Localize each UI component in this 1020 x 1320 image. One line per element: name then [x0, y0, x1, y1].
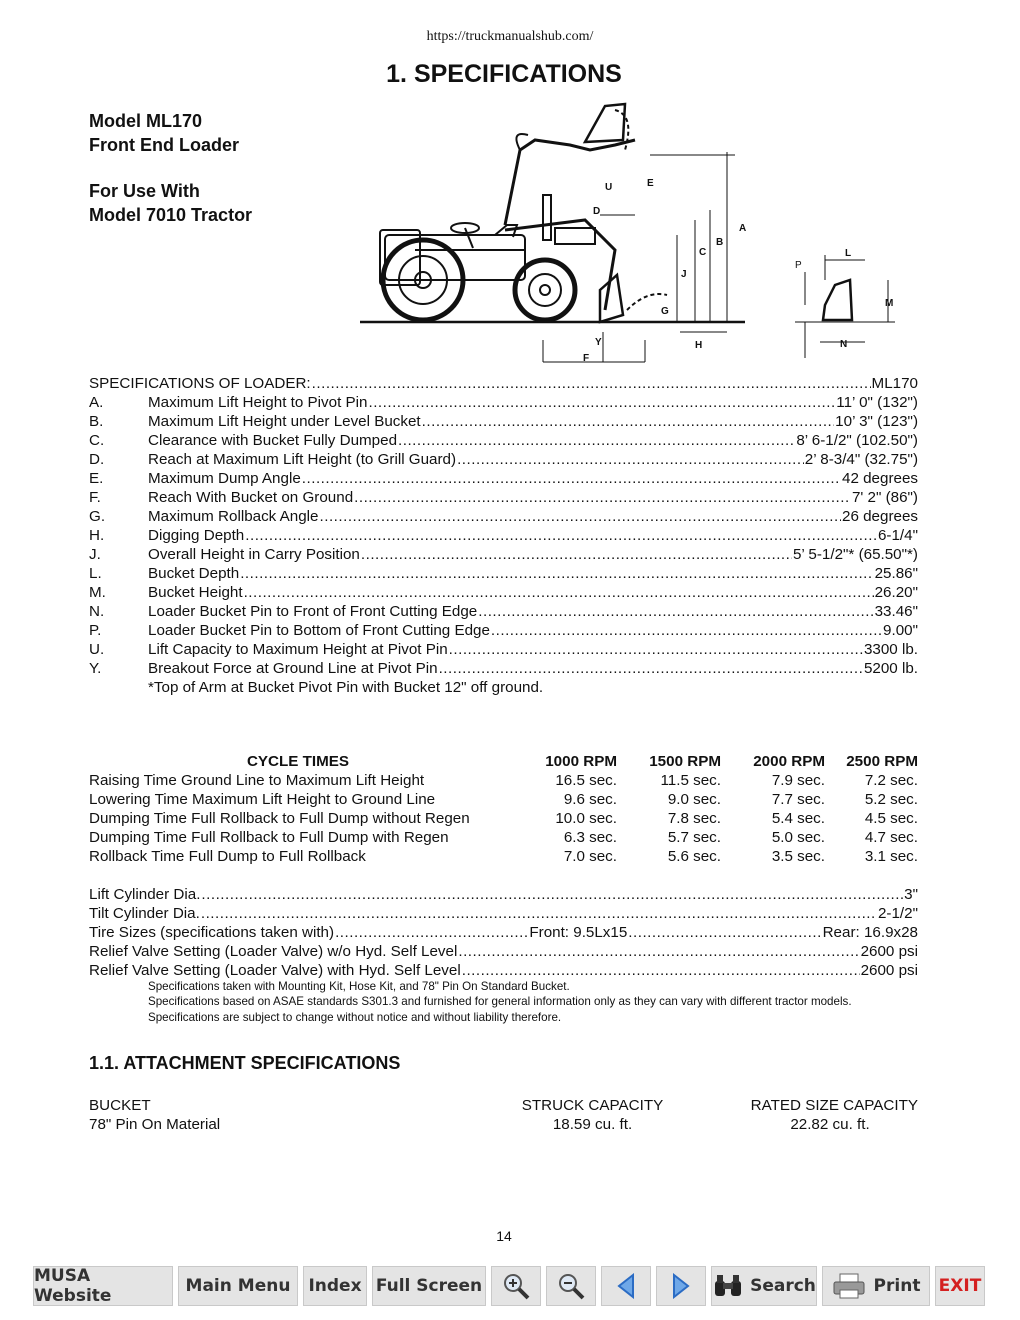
spec-label: Maximum Lift Height to Pivot Pin: [148, 394, 368, 411]
cycle-row: [89, 828, 918, 847]
spec-value: 26 degrees: [842, 508, 918, 525]
spec-value: 5’ 5-1/2"* (65.50"*): [792, 546, 918, 563]
spec-row: [89, 659, 918, 678]
spec-footnote: *Top of Arm at Bucket Pivot Pin with Bucket 12" off ground.: [148, 679, 544, 696]
cycle-value: 16.5 sec.: [555, 772, 617, 789]
spec-row: [89, 621, 918, 640]
spec-row: [89, 450, 918, 469]
dim-label: B: [716, 237, 724, 248]
main-menu-button[interactable]: Main Menu: [178, 1266, 298, 1306]
rated-capacity: 22.82 cu. ft.: [790, 1116, 870, 1133]
spec-row: [89, 526, 918, 545]
spec-row: [89, 412, 918, 431]
zoom-in-icon: [501, 1271, 531, 1301]
tire-front: Front: 9.5Lx15: [529, 924, 628, 941]
spec-label: Loader Bucket Pin to Bottom of Front Cutting Edge: [148, 622, 490, 639]
spec-label: Overall Height in Carry Position: [148, 546, 360, 563]
cycle-value: 5.6 sec.: [667, 848, 721, 865]
dim-label: E: [647, 178, 654, 189]
spec-row: [89, 545, 918, 564]
spec-letter: L.: [89, 565, 102, 582]
cycle-value: 4.5 sec.: [864, 810, 918, 827]
spec-label: Digging Depth: [148, 527, 245, 544]
rpm-header: 1000 RPM: [545, 753, 617, 770]
relief-valve-row: [89, 961, 918, 980]
dim-label: H: [695, 340, 703, 351]
spec-row: [89, 583, 918, 602]
spec-value: 11’ 0" (132"): [836, 394, 918, 411]
spec-value: 10’ 3" (123"): [835, 413, 918, 430]
spec-value: 8’ 6-1/2" (102.50"): [796, 432, 918, 449]
relief-valve-label: Relief Valve Setting (Loader Valve) w/o Hyd. Self Level: [89, 943, 458, 960]
attachment-item: 78" Pin On Material: [89, 1116, 221, 1133]
spec-table: [89, 374, 918, 697]
binoculars-icon: [712, 1273, 744, 1299]
lift-cylinder-label: Lift Cylinder Dia.: [89, 886, 201, 903]
attachment-table: [89, 1096, 918, 1134]
navigation-toolbar: [33, 1266, 985, 1308]
spec-letter: U.: [89, 641, 105, 658]
spec-label: Maximum Rollback Angle: [148, 508, 319, 525]
attachment-col-header: BUCKET: [89, 1097, 151, 1114]
cycle-value: 7.8 sec.: [667, 810, 721, 827]
relief-valve-value: 2600 psi: [860, 943, 918, 960]
spec-row: [89, 640, 918, 659]
spec-letter: F.: [89, 489, 101, 506]
cycle-value: 5.7 sec.: [667, 829, 721, 846]
attachment-header-row: [89, 1096, 918, 1115]
relief-valve-value: 2600 psi: [860, 962, 918, 979]
spec-letter: H.: [89, 527, 105, 544]
model-line: Model ML170: [89, 111, 203, 131]
lift-cylinder-row: [89, 885, 918, 904]
cylinder-specs: [89, 885, 918, 980]
tilt-cylinder-label: Tilt Cylinder Dia.: [89, 905, 200, 922]
cycle-label: Rollback Time Full Dump to Full Rollback: [89, 848, 366, 865]
cycle-value: 9.0 sec.: [667, 791, 721, 808]
spec-row: [89, 393, 918, 412]
attachment-col-header: RATED SIZE CAPACITY: [750, 1097, 918, 1114]
spec-note: Specifications based on ASAE standards S301.3 and furnished for general information only as they can vary with different tractor models. Specifications are subject to change without notice and without liability therefore.: [148, 995, 852, 1024]
rpm-header: 2500 RPM: [846, 753, 918, 770]
cycle-times-table: [89, 752, 918, 866]
cycle-heading: CYCLE TIMES: [246, 753, 350, 770]
spec-label: Maximum Dump Angle: [148, 470, 301, 487]
attachment-row: [89, 1115, 918, 1134]
cycle-label: Lowering Time Maximum Lift Height to Ground Line: [89, 791, 436, 808]
cycle-value: 5.4 sec.: [771, 810, 825, 827]
zoom-out-button[interactable]: [546, 1266, 596, 1306]
dim-label: J: [681, 269, 687, 280]
rpm-header: 2000 RPM: [753, 753, 825, 770]
spec-value: 2’ 8-3/4" (32.75"): [804, 451, 918, 468]
dim-label: N: [840, 339, 848, 350]
spec-row: [89, 488, 918, 507]
tire-rear: Rear: 16.9x28: [822, 924, 918, 941]
spec-label: Maximum Lift Height under Level Bucket: [148, 413, 421, 430]
dim-label: D: [593, 206, 601, 217]
spec-value: 26.20": [874, 584, 918, 601]
spec-letter: P.: [89, 622, 102, 639]
spec-value: 9.00": [883, 622, 918, 639]
full-screen-button[interactable]: Full Screen: [372, 1266, 486, 1306]
next-page-button[interactable]: [656, 1266, 706, 1306]
search-label: Search: [750, 1276, 816, 1296]
musa-website-button[interactable]: MUSA Website: [33, 1266, 173, 1306]
dim-label: F: [583, 353, 590, 364]
cycle-value: 5.0 sec.: [771, 829, 825, 846]
spec-value: 42 degrees: [842, 470, 918, 487]
spec-letter: C.: [89, 432, 105, 449]
cycle-value: 5.2 sec.: [864, 791, 918, 808]
source-url: https://truckmanualshub.com/: [426, 29, 594, 44]
spec-label: Breakout Force at Ground Line at Pivot Pin: [148, 660, 438, 677]
spec-letter: Y.: [89, 660, 102, 677]
spec-row: [89, 507, 918, 526]
cycle-value: 3.1 sec.: [864, 848, 918, 865]
spec-label: Bucket Height: [148, 584, 243, 601]
zoom-out-icon: [556, 1271, 586, 1301]
dim-label: P: [795, 260, 802, 271]
cycle-header-row: [89, 752, 918, 771]
index-button[interactable]: Index: [303, 1266, 367, 1306]
spec-label: Loader Bucket Pin to Front of Front Cutting Edge: [148, 603, 478, 620]
spec-label: Lift Capacity to Maximum Height at Pivot Pin: [148, 641, 448, 658]
spec-letter: B.: [89, 413, 104, 430]
model-block: [89, 110, 252, 227]
spec-label: Reach With Bucket on Ground: [148, 489, 354, 506]
printer-icon: [832, 1272, 866, 1300]
relief-valve-row: [89, 942, 918, 961]
cycle-value: 7.0 sec.: [563, 848, 617, 865]
cycle-row: [89, 771, 918, 790]
spec-note: Specifications taken with Mounting Kit, Hose Kit, and 78" Pin On Standard Bucket.: [148, 980, 570, 993]
dim-label: C: [699, 247, 707, 258]
attachment-col-header: STRUCK CAPACITY: [521, 1097, 664, 1114]
spec-row: [89, 602, 918, 621]
spec-letter: J.: [89, 546, 101, 563]
struck-capacity: 18.59 cu. ft.: [552, 1116, 633, 1133]
tilt-cylinder-value: 2-1/2": [877, 905, 918, 922]
spec-header-row: [89, 374, 918, 393]
zoom-in-button[interactable]: [491, 1266, 541, 1306]
tilt-cylinder-row: [89, 904, 918, 923]
cycle-value: 7.9 sec.: [771, 772, 825, 789]
cycle-value: 6.3 sec.: [563, 829, 617, 846]
spec-letter: D.: [89, 451, 105, 468]
model-line: Model 7010 Tractor: [89, 204, 253, 225]
tire-sizes-label: Tire Sizes (specifications taken with): [89, 924, 335, 941]
relief-valve-label: Relief Valve Setting (Loader Valve) with Hyd. Self Level: [89, 962, 461, 979]
spec-header-value: ML170: [871, 375, 918, 392]
previous-page-button[interactable]: [601, 1266, 651, 1306]
exit-button[interactable]: EXIT: [935, 1266, 985, 1306]
spec-value: 7' 2" (86"): [851, 489, 918, 506]
cycle-label: Dumping Time Full Rollback to Full Dump without Regen: [89, 810, 470, 827]
rpm-header: 1500 RPM: [649, 753, 721, 770]
dim-label: G: [661, 306, 669, 317]
arrow-left-icon: [615, 1273, 637, 1299]
spec-letter: A.: [89, 394, 104, 411]
loader-diagram: [355, 100, 915, 368]
model-line: For Use With: [89, 181, 200, 201]
spec-value: 25.86": [874, 565, 918, 582]
dim-label: U: [605, 182, 613, 193]
cycle-label: Dumping Time Full Rollback to Full Dump with Regen: [89, 829, 449, 846]
spec-value: 6-1/4": [877, 527, 918, 544]
spec-row: [89, 469, 918, 488]
spec-row: [89, 431, 918, 450]
spec-label: Bucket Depth: [148, 565, 240, 582]
spec-value: 33.46": [874, 603, 918, 620]
dim-label: A: [739, 223, 747, 234]
cycle-value: 11.5 sec.: [660, 772, 721, 789]
spec-header-label: SPECIFICATIONS OF LOADER:: [89, 375, 311, 392]
spec-value: 5200 lb.: [863, 660, 918, 677]
spec-letter: G.: [89, 508, 106, 525]
search-button[interactable]: [711, 1266, 817, 1306]
spec-row: [89, 564, 918, 583]
print-label: Print: [873, 1276, 921, 1296]
cycle-label: Raising Time Ground Line to Maximum Lift Height: [89, 772, 425, 789]
page-title: 1. SPECIFICATIONS: [386, 60, 622, 88]
lift-cylinder-value: 3": [904, 886, 918, 903]
cycle-value: 10.0 sec.: [555, 810, 617, 827]
spec-value: 3300 lb.: [863, 641, 918, 658]
attachment-heading: 1.1. ATTACHMENT SPECIFICATIONS: [89, 1053, 401, 1073]
arrow-right-icon: [670, 1273, 692, 1299]
page-number: 14: [496, 1228, 512, 1244]
cycle-row: [89, 790, 918, 809]
dim-label: M: [885, 298, 894, 309]
dim-label: L: [845, 248, 852, 259]
tire-sizes-row: [89, 923, 918, 942]
cycle-value: 4.7 sec.: [864, 829, 918, 846]
spec-letter: N.: [89, 603, 105, 620]
cycle-value: 9.6 sec.: [563, 791, 617, 808]
cycle-row: [89, 809, 918, 828]
spec-letter: M.: [89, 584, 106, 601]
spec-label: Reach at Maximum Lift Height (to Grill Guard): [148, 451, 457, 468]
cycle-value: 7.7 sec.: [771, 791, 825, 808]
spec-label: Clearance with Bucket Fully Dumped: [148, 432, 398, 449]
model-line: Front End Loader: [89, 134, 239, 155]
dim-label: Y: [595, 337, 602, 348]
cycle-row: [89, 847, 918, 866]
cycle-value: 3.5 sec.: [771, 848, 825, 865]
print-button[interactable]: [822, 1266, 930, 1306]
spec-letter: E.: [89, 470, 104, 487]
cycle-value: 7.2 sec.: [864, 772, 918, 789]
